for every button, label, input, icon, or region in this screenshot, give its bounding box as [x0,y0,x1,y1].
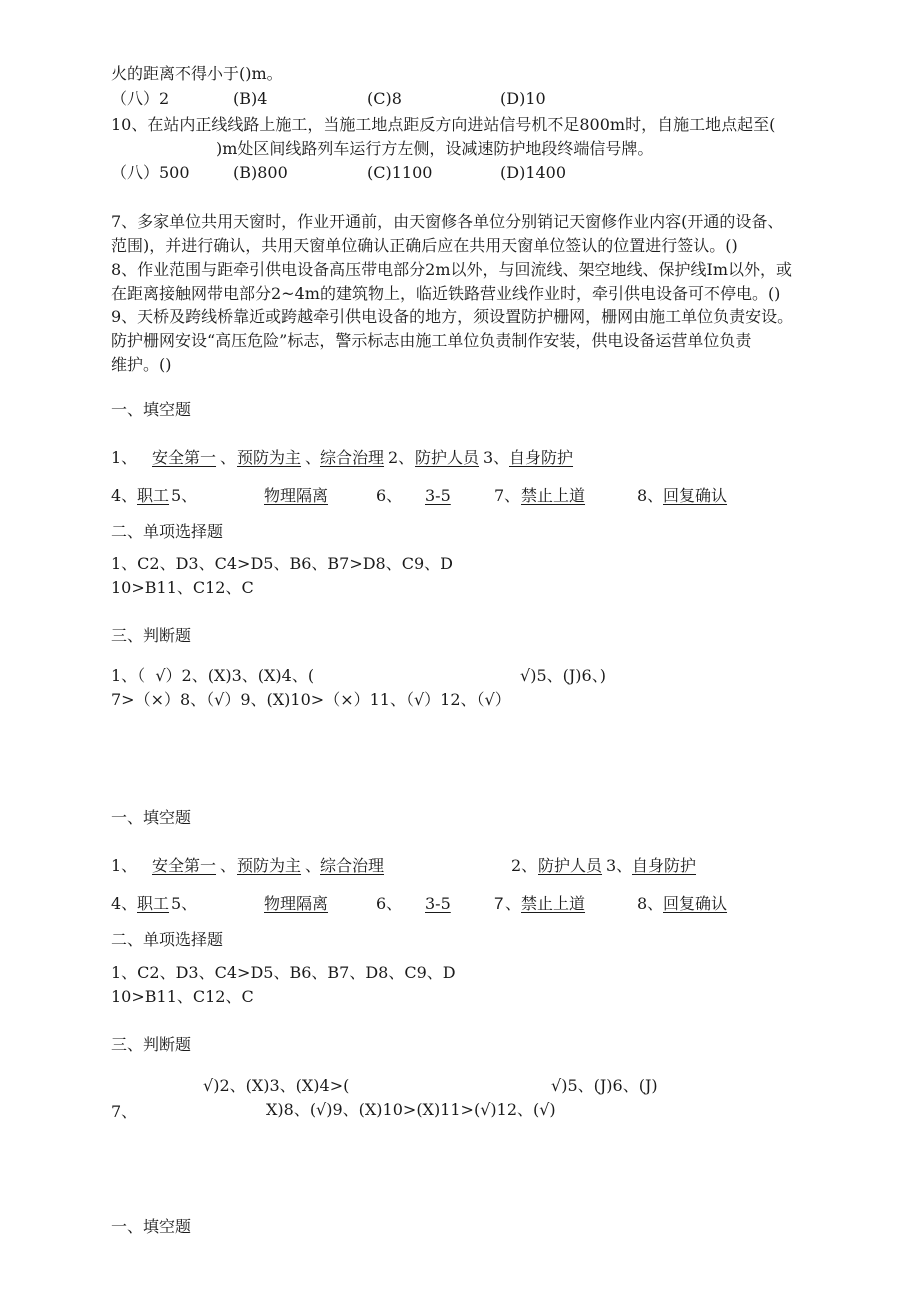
answer-blank: 防护人员 [415,448,480,467]
section-heading-fill-blank: 一、填空题 [111,1217,192,1236]
answer-blank: 3-5 [425,486,451,505]
answer-blank: 回复确认 [663,486,728,505]
tf-answers-line1a: 1、（ √）2、(X)3、(X)4、( [111,666,315,685]
answer-number: 8、 [637,486,664,505]
answer-blank: 安全第一 [152,856,217,875]
answer-blank: 综合治理 [320,856,385,875]
tf-answers-line2: 7>（×）8、（√）9、(X)10>（×）11、（√）12、（√） [111,690,511,709]
answer-number: 7、 [494,486,521,505]
answer-blank: 物理隔离 [264,486,329,505]
q10-option-a: （八）500 [111,163,190,182]
choice-answers-line1: 1、C2、D3、C4>D5、B6、B7>D8、C9、D [111,554,453,573]
question-10-line1: 10、在站内正线线路上施工，当施工地点距反方向进站信号机不足800m时，自施工地点起至( [111,115,776,134]
tf-question-line: 在距离接触网带电部分2~4m的建筑物上，临近铁路营业线作业时，牵引供电设备可不停电。() [111,284,781,303]
answer-blank: 禁止上道 [521,894,586,913]
answer-number: 6、 [376,894,403,913]
answer-blank: 3-5 [425,894,451,913]
answer-blank: 综合治理 [320,448,385,467]
answer-blank: 职工 [137,486,170,505]
answer-blank: 预防为主 [237,856,302,875]
answer-blank: 回复确认 [663,894,728,913]
separator: 、 [305,856,322,875]
tf-answers-line2b: X)8、(√)9、(X)10>(X)11>(√)12、(√) [266,1100,556,1119]
separator: 、 [220,856,237,875]
section-heading-true-false: 三、判断题 [111,1035,192,1054]
section-heading-true-false: 三、判断题 [111,626,192,645]
choice-answers-line1: 1、C2、D3、C4>D5、B6、B7、D8、C9、D [111,963,456,982]
answer-number: 4、 [111,486,138,505]
answer-blank: 安全第一 [152,448,217,467]
q10-option-d: (D)1400 [500,163,567,182]
tf-answers-line1a: √)2、(X)3、(X)4>( [203,1076,350,1095]
answer-number: 6、 [376,486,403,505]
tf-question-line: 9、天桥及跨线桥靠近或跨越牵引供电设备的地方，须设置防护栅网，栅网由施工单位负责安设。 [111,307,794,326]
answer-number: 1、 [111,448,138,467]
option-a: （八）2 [111,89,170,108]
section-heading-fill-blank: 一、填空题 [111,808,192,827]
tf-question-line: 维护。() [111,355,172,374]
choice-answers-line2: 10>B11、C12、C [111,578,254,597]
choice-answers-line2: 10>B11、C12、C [111,987,254,1006]
tf-question-line: 7、多家单位共用天窗时，作业开通前，由天窗修各单位分别销记天窗修作业内容(开通的设备、 [111,212,784,231]
separator: 、 [220,448,237,467]
answer-blank: 预防为主 [237,448,302,467]
answer-number: 3、 [606,856,633,875]
answer-number: 1、 [111,856,138,875]
q10-option-c: (C)1100 [367,163,433,182]
section-heading-single-choice: 二、单项选择题 [111,522,224,541]
answer-blank: 自身防护 [509,448,574,467]
tf-question-line: 范围)，并进行确认，共用天窗单位确认正确后应在共用天窗单位签认的位置进行签认。() [111,236,738,255]
answer-number: 3、 [483,448,510,467]
answer-number: 8、 [637,894,664,913]
answer-number: 5、 [171,894,198,913]
q10-option-b: (B)800 [233,163,288,182]
answer-blank: 禁止上道 [521,486,586,505]
answer-blank: 物理隔离 [264,894,329,913]
separator: 、 [505,894,522,913]
answer-number: 2、 [511,856,538,875]
tf-answers-line1b: √)5、(J)6、(J) [551,1076,658,1095]
option-b: (B)4 [233,89,268,108]
tf-answers-line1b: √)5、(J)6、) [520,666,606,685]
section-heading-fill-blank: 一、填空题 [111,400,192,419]
section-heading-single-choice: 二、单项选择题 [111,930,224,949]
tf-question-line: 8、作业范围与距牵引供电设备高压带电部分2m以外，与回流线、架空地线、保护线Im以外，或 [111,260,793,279]
option-c: (C)8 [367,89,402,108]
answer-blank: 自身防护 [632,856,697,875]
tf-answers-line2a: 7、 [111,1102,138,1121]
answer-number: 7 [494,894,504,913]
answer-number: 5、 [171,486,198,505]
answer-number: 2、 [388,448,415,467]
answer-blank: 防护人员 [538,856,603,875]
separator: 、 [305,448,322,467]
question-tail: 火的距离不得小于()m。 [111,64,283,83]
answer-number: 4、 [111,894,138,913]
tf-question-line: 防护栅网安设“高压危险”标志，警示标志由施工单位负责制作安装，供电设备运营单位负责 [111,331,752,350]
option-d: (D)10 [500,89,546,108]
question-10-line2: )m处区间线路列车运行方左侧，设减速防护地段终端信号牌。 [216,139,654,158]
answer-blank: 职工 [137,894,170,913]
